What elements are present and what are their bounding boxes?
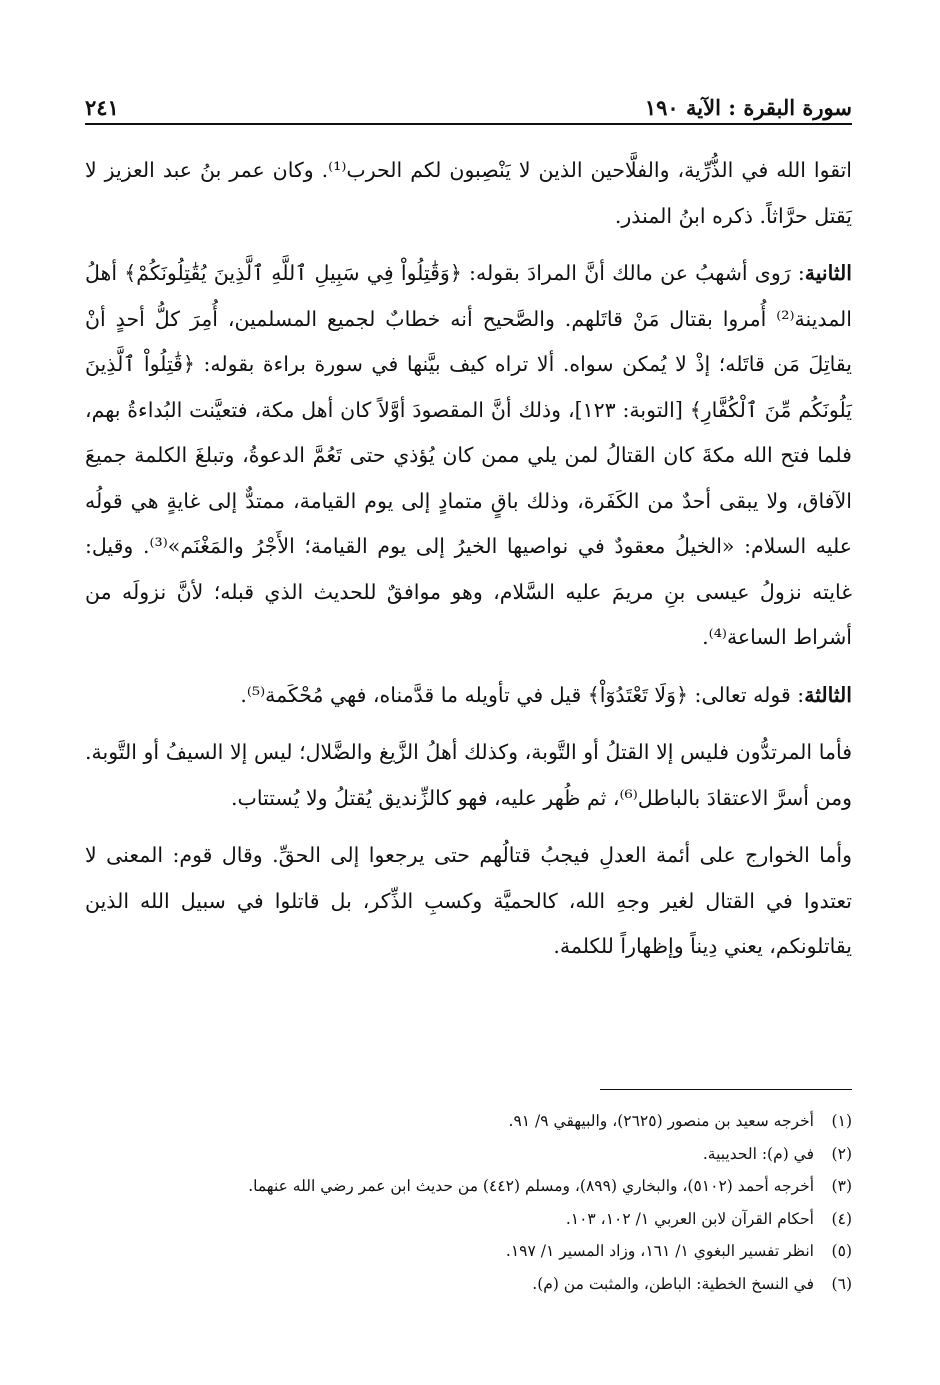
paragraph-text: وأما الخوارج على أئمة العدلِ فيجبُ قتالُهم حتى يرجعوا إلى الحقِّ. وقال قوم: المعنى لا تعتدوا في القتال لغير وجهِ الله، كالحميَّة وكسبِ الذِّكر، بل قاتلوا في سبيل الله الذين يقاتلونكم، يعني دِيناً وإظهاراً للكلمة.: [85, 843, 852, 958]
surah-title: سورة البقرة : الآية ١٩٠: [644, 95, 852, 120]
footnote-number: (٥): [831, 1242, 852, 1260]
paragraph: [85, 730, 852, 821]
main-text: [85, 148, 852, 970]
paragraph: [85, 251, 852, 661]
footnote-text: في (م): الحديبية.: [702, 1144, 814, 1163]
footnote-text: أخرجه سعيد بن منصور (٢٦٢٥)، والبيهقي ٩/ ٩١.: [508, 1112, 814, 1130]
paragraph-text: اتقوا الله في الذُّرِّية، والفلَّاحين الذين لا يَنْصِبون لكم الحرب⁽¹⁾. وكان عمر بنُ عبد العزيز لا يَقتل حرَّاثاً. ذكره ابنُ المنذر.: [85, 158, 852, 228]
footnote: [85, 1138, 852, 1171]
footnote-number: (٦): [831, 1274, 852, 1293]
footnotes: [85, 1105, 852, 1300]
header-rule: [85, 123, 852, 125]
paragraph: [85, 833, 852, 970]
footnote: [85, 1203, 852, 1236]
footnote-number: (٤): [831, 1209, 852, 1228]
footnote-number: (٢): [831, 1144, 852, 1163]
footnote: [85, 1268, 852, 1301]
paragraph-text: : رَوى أشهبُ عن مالك أنَّ المرادَ بقوله: ﴿وَقَٰتِلُواْ فِي سَبِيلِ ٱللَّهِ ٱلَّذِينَ يُقَٰتِلُونَكُمْ﴾ أهلُ المدينة⁽²⁾ أُمروا بقتال مَنْ قاتَلهم. والصَّحيح أنه خطابٌ لجميع المسلمين، أُمِرَ كلُّ أحدٍ أنْ يقاتِلَ مَن قاتَله؛ إذْ لا يُمكن سواه. ألا تراه كيف بيَّنها في سورة براءة بقوله: ﴿قَٰتِلُواْ ٱلَّذِينَ يَلُونَكُم مِّنَ ٱلْكُفَّارِ﴾ [التوبة: ١٢٣]، وذلك أنَّ المقصودَ أوَّلاً كان أهل مكة، فتعيَّنت البُداءةُ بهم، فلما فتح الله مكةَ كان القتالُ لمن يلي ممن كان يُؤذي حتى تَعُمَّ الدعوةُ، وتبلغَ الكلمة جميعَ الآفاق، ولا يبقى أحدٌ من الكَفَرة، وذلك باقٍ متمادٍ إلى يوم القيامة، ممتدٌّ إلى غايةٍ هي قولُه عليه السلام: «الخيلُ معقودٌ في نواصيها الخيرُ إلى يوم القيامة؛ الأَجْرُ والمَغْنَم»⁽³⁾. وقيل: غايته نزولُ عيسى بنِ مريمَ عليه السَّلام، وهو موافقٌ للحديث الذي قبله؛ لأنَّ نزولَه من أشراط الساعة⁽⁴⁾.: [85, 261, 852, 649]
footnote: [85, 1105, 852, 1138]
footnote: [85, 1235, 852, 1268]
footnote-number: (١): [831, 1112, 852, 1130]
footnote-text: أخرجه أحمد (٥١٠٢)، والبخاري (٨٩٩)، ومسلم (٤٤٢) من حديث ابن عمر رضي الله عنهما.: [248, 1177, 814, 1195]
paragraph-lead: الثالثة: [804, 682, 852, 707]
paragraph: [85, 673, 852, 719]
running-header: [85, 80, 852, 120]
footnote-number: (٣): [831, 1177, 852, 1195]
paragraph-text: : قوله تعالى: ﴿وَلَا تَعْتَدُوٓاْ﴾ قيل في تأويله ما قدَّمناه، فهي مُحْكَمة⁽⁵⁾.: [240, 682, 805, 707]
footnote-rule: [600, 1089, 852, 1090]
footnote-text: في النسخ الخطية: الباطن، والمثبت من (م).: [532, 1274, 814, 1293]
page-number: ٢٤١: [85, 95, 119, 120]
footnote-text: انظر تفسير البغوي ١/ ١٦١، وزاد المسير ١/ ١٩٧.: [505, 1242, 814, 1260]
paragraph: [85, 148, 852, 239]
paragraph-lead: الثانية: [804, 261, 852, 285]
footnote: [85, 1170, 852, 1203]
paragraph-text: فأما المرتدُّون فليس إلا القتلُ أو التَّوبة، وكذلك أهلُ الزَّيغ والضَّلال؛ ليس إلا السيفُ أو التَّوبة. ومن أسرَّ الاعتقادَ بالباطل⁽⁶⁾، ثم ظُهر عليه، فهو كالزِّنديق يُقتلُ ولا يُستتاب.: [85, 740, 852, 810]
footnote-text: أحكام القرآن لابن العربي ١/ ١٠٢، ١٠٣.: [565, 1209, 814, 1228]
